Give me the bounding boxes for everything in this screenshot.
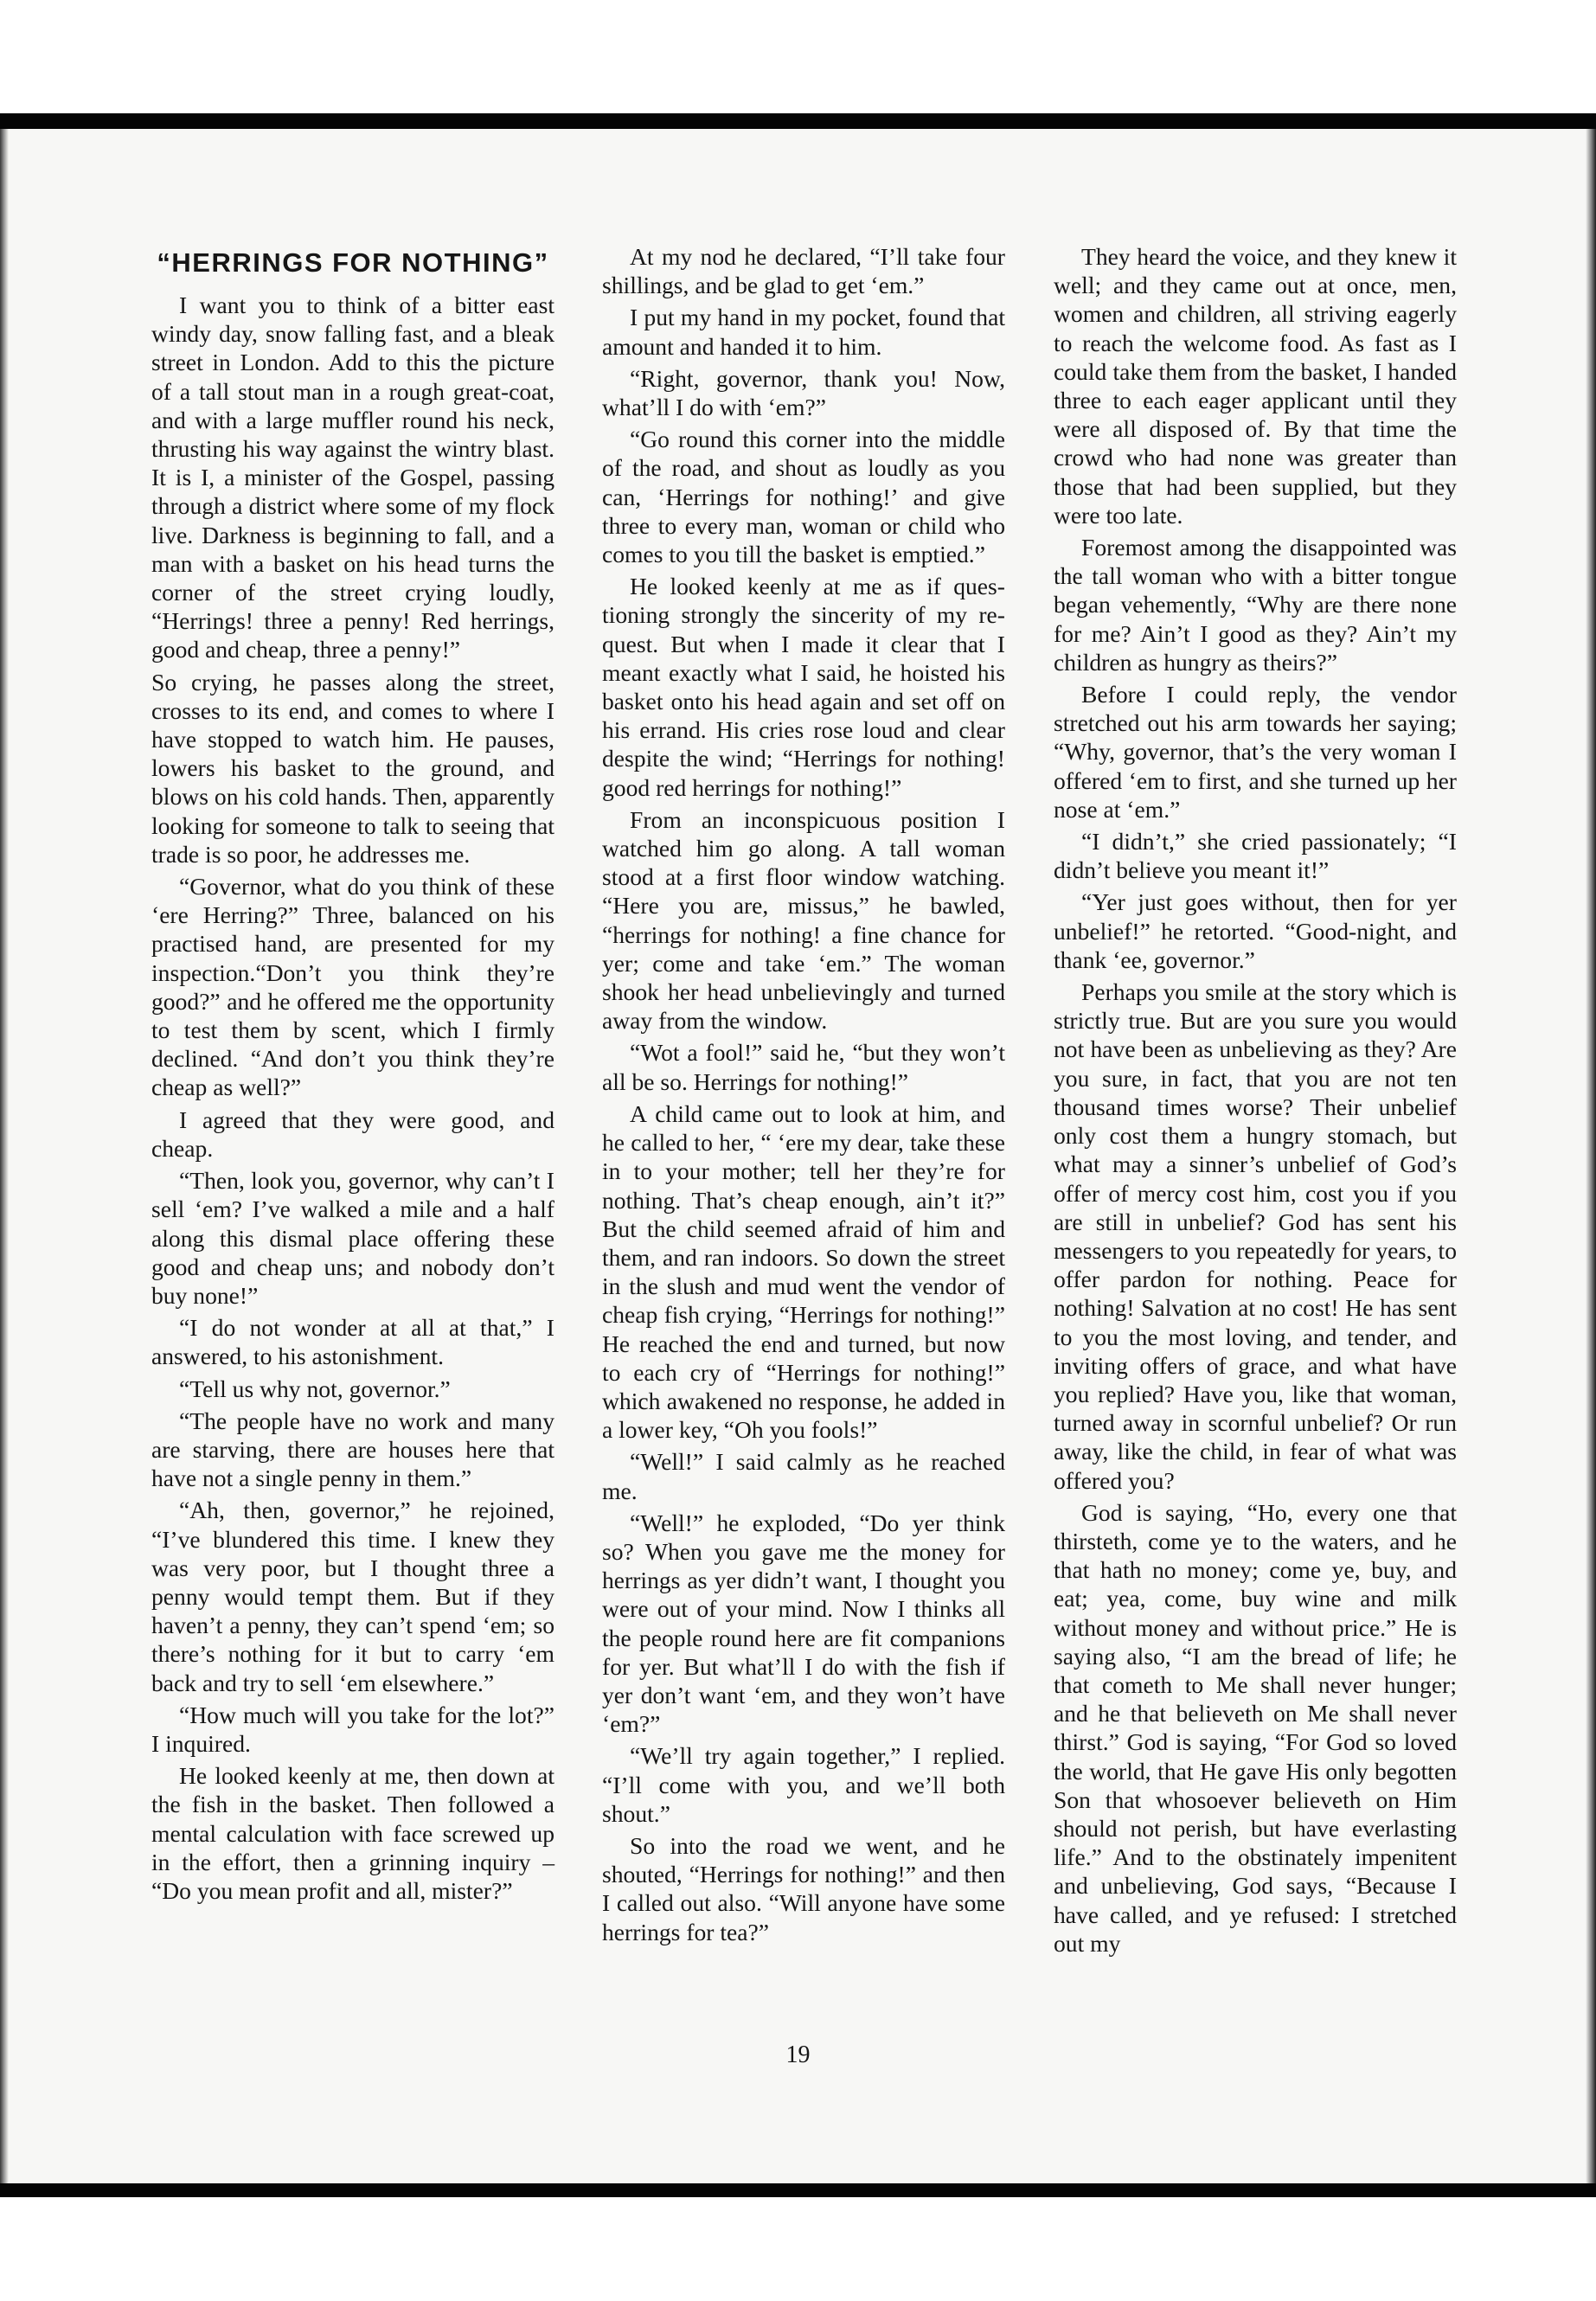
paragraph: I want you to think of a bitter east windy day, snow falling fast, and a bleak street in London. Add to this the picture of a tall stout man in a rough great-coat, and with a large muffler round his neck, thrusting his way against the wintry blast. It is I, a minister of the Gospel, passing through a district where some of my flock live. Darkness is beginning to fall, and a man with a basket on his head turns the corner of the street crying loudly, “Herrings! three a penny! Red herrings, good and cheap, three a penny!” [151, 292, 554, 663]
article-column-2 [602, 242, 1005, 1950]
paragraph: “Well!” I said calmly as he reached me. [602, 1448, 1005, 1504]
paragraph: I put my hand in my pocket, found that amount and handed it to him. [602, 304, 1005, 360]
paragraph: Before I could reply, the vendor stretched out his arm towards her saying; “Why, governor, that’s the very woman I offered ‘em to first, and she turned up her nose at ‘em.” [1054, 681, 1457, 823]
paragraph: A child came out to look at him, and he called to her, “ ‘ere my dear, take these in to your mother; tell her they’re for nothing. That’s cheap enough, ain’t it?” But the child seemed afraid of him and them, and ran indoors. So down the street in the slush and mud went the vendor of cheap fish crying, “Herrings for nothing!” He reached the end and turned, but now to each cry of “Herrings for nothing!” which awakened no response, he added in a lower key, “Oh you fools!” [602, 1099, 1005, 1444]
paragraph: Foremost among the disappointed was the tall woman who with a bitter tongue began vehemently, “Why are there none for me? Ain’t I good as they? Ain’t my children as hungry as theirs?” [1054, 534, 1457, 676]
paragraph: “The people have no work and many are starving, there are houses here that have not a single penny in them.” [151, 1407, 554, 1492]
paragraph: “How much will you take for the lot?” I inquired. [151, 1701, 554, 1757]
paragraph: I agreed that they were good, and cheap. [151, 1106, 554, 1162]
paragraph: “Ah, then, governor,” he rejoined, “I’ve blundered this time. I knew they was very poor, but I thought three a penny would tempt them. But if they haven’t a penny, they can’t spend ‘em; so there’s nothing for it but to carry ‘em back and try to sell ‘em elsewhere.” [151, 1497, 554, 1696]
paragraph: “Yer just goes without, then for yer unbelief!” he retorted. “Good-night, and thank ‘ee, governor.” [1054, 888, 1457, 973]
paragraph: From an inconspicuous position I watched him go along. A tall woman stood at a first floor window watching. “Here you are, missus,” he bawled, “herrings for nothing! a fine chance for yer; come and take ‘em.” The woman shook her head unbelievingly and turned away from the window. [602, 805, 1005, 1035]
paragraph: “Go round this corner into the middle of the road, and shout as loudly as you can, ‘Herrings for nothing!’ and give three to every man, woman or child who comes to you till the basket is emptied.” [602, 426, 1005, 568]
paragraph: They heard the voice, and they knew it well; and they came out at once, men, women and children, all striving eagerly to reach the welcome food. As fast as I could take them from the basket, I handed three to each eager applicant until they were all disposed of. By that time the crowd who had none was greater than those that had been supplied, but they were too late. [1054, 243, 1457, 529]
article-column-3 [1054, 242, 1457, 1961]
scan-right-edge [1586, 129, 1596, 2183]
article-title: “HERRINGS FOR NOTHING” [157, 247, 549, 278]
scan-bottom-border [0, 2183, 1596, 2197]
paragraph: “Right, governor, thank you! Now, what’ll I do with ‘em?” [602, 364, 1005, 421]
paragraph: “We’ll try again together,” I replied. “I’ll come with you, and we’ll both shout.” [602, 1742, 1005, 1827]
page-number: 19 [785, 2041, 811, 2068]
paragraph: Perhaps you smile at the story which is strictly true. But are you sure you would not have been as unbelieving as they? Are you sure, in fact, that you are not ten thousand times worse? Their unbelief only cost them a hungry stomach, but what may a sinner’s unbelief of God’s offer of mercy cost him, cost you if you are still in unbelief? God has sent his messengers to you repeatedly for years, to offer pardon for nothing. Peace for nothing! Salvation at no cost! He has sent to you the most loving, and tender, and inviting offers of grace, and what have you replied? Have you, like that woman, turned away in scornful unbelief? Or run away, like the child, in fear of what was offered you? [1054, 978, 1457, 1494]
paragraph: “Tell us why not, governor.” [179, 1375, 451, 1402]
paragraph: God is saying, “Ho, every one that thirsteth, come ye to the waters, and he that hath no money; come ye, buy, and eat; yea, come, buy wine and milk without money and without price.” He is saying also, “I am the bread of life; he that cometh to Me shall never hunger; and he that believeth on Me shall never thirst.” God is saying, “For God so loved the world, that He gave His only begotten Son that whosoever believeth on Him should not perish, but have everlasting life.” And to the obstinately impenitent and unbelieving, God says, “Because I have called, and ye refused: I stretched out my [1054, 1498, 1457, 1957]
paragraph: So crying, he passes along the street, crosses to its end, and comes to where I have stopped to watch him. He pauses, lowers his basket to the ground, and blows on his cold hands. Then, apparently looking for someone to talk to seeing that trade is so poor, he addresses me. [151, 668, 554, 868]
paragraph: He looked keenly at me as if questioning strongly the sincerity of my request. But when I made it clear that I meant exactly what I said, he hoisted his basket onto his head again and set off on his errand. His cries rose loud and clear despite the wind; “Herrings for nothing! good red herrings for nothing!” [602, 573, 1005, 801]
paragraph: “I didn’t,” she cried passionately; “I didn’t believe you meant it!” [1054, 828, 1457, 884]
paragraph: “Governor, what do you think of these ‘ere Herring?” Three, balanced on his practised hand, are presented for my inspection.“Don’t you think they’re good?” and he offered me the opportunity to test them by scent, which I firmly declined. “And don’t you think they’re cheap as well?” [151, 873, 554, 1101]
paragraph: He looked keenly at me, then down at the fish in the basket. Then followed a mental calculation with face screwed up in the effort, then a grinning inquiry – “Do you mean profit and all, mister?” [151, 1762, 554, 1904]
paragraph: At my nod he declared, “I’ll take four shillings, and be glad to get ‘em.” [602, 243, 1005, 299]
paragraph: “Wot a fool!” said he, “but they won’t all be so. Herrings for nothing!” [602, 1039, 1005, 1095]
paragraph: “Well!” he exploded, “Do yer think so? When you gave me the money for herrings as yer didn’t want, I thought you were out of your mind. Now I thinks all the people round here are fit companions for yer. But what’ll I do with the fish if yer don’t want ‘em, and they won’t have ‘em?” [602, 1509, 1005, 1738]
scan-left-edge [0, 129, 9, 2183]
paragraph: “Then, look you, governor, why can’t I sell ‘em? I’ve walked a mile and a half along this dismal place offering these good and cheap uns; and nobody don’t buy none!” [151, 1167, 554, 1309]
paragraph: “I do not wonder at all at that,” I answered, to his astonishment. [151, 1314, 554, 1370]
article-column-1 [151, 242, 554, 1908]
paragraph: So into the road we went, and he shouted, “Herrings for nothing!” and then I called out also. “Will anyone have some herrings for tea?” [602, 1831, 1005, 1945]
scan-top-border [0, 113, 1596, 129]
